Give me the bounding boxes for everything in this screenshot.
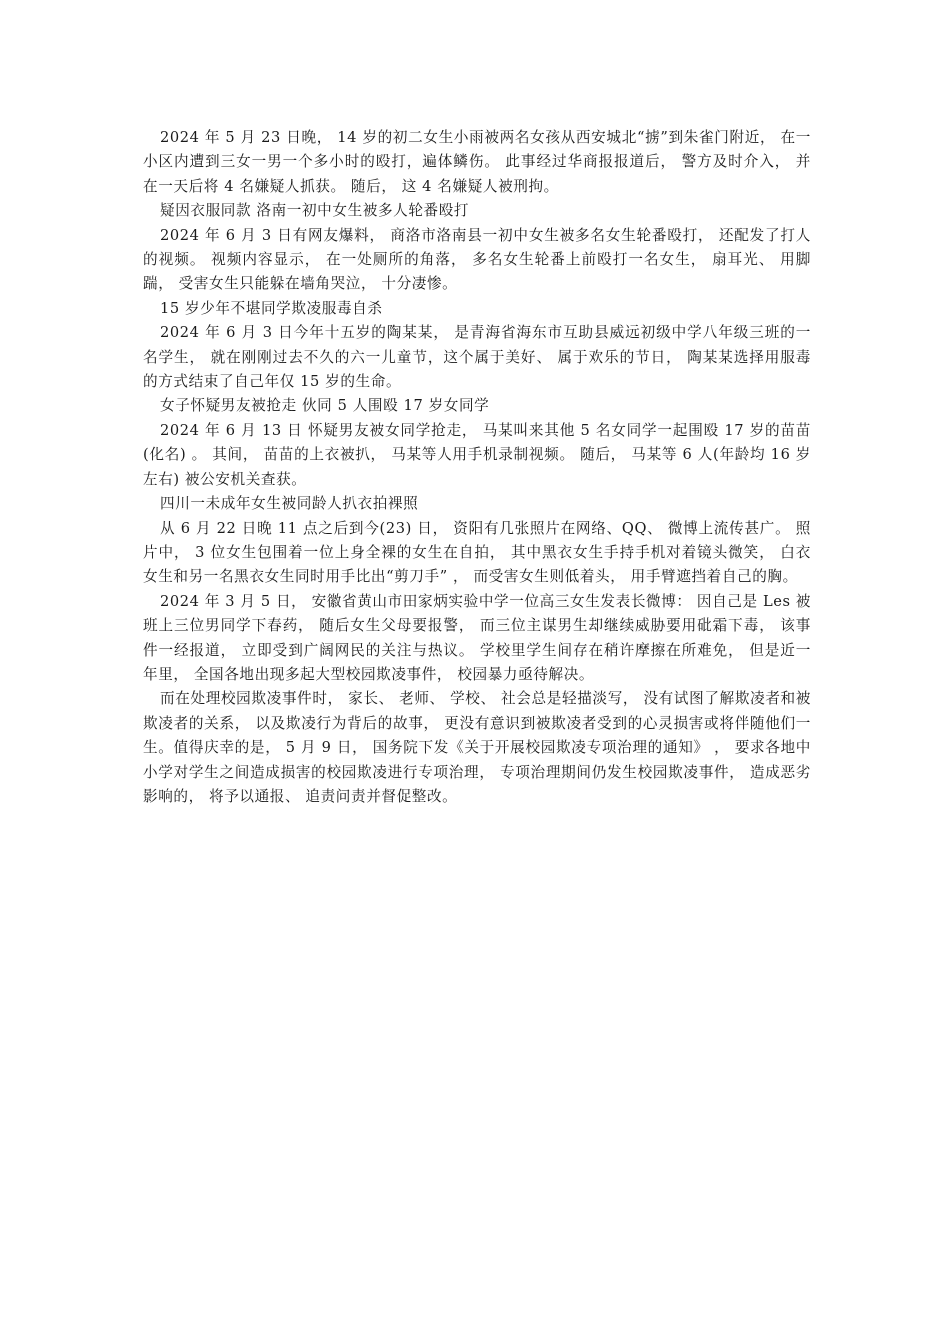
paragraph-huangshan-incident: 2024 年 3 月 5 日， 安徽省黄山市田家炳实验中学一位高三女生发表长微博： 因自己是 Les 被班上三位男同学下春药， 随后女生父母要报警， 而三位主谋男生却继续威胁要用砒霜下毒， 该事件一经报道， 立即受到广阔网民的关注与热议。 学校里学生间存在稍许摩擦在所难免， 但是近一年里， 全国各地出现多起大型校园欺凌事件， 校园暴力亟待解决。 — [143, 592, 811, 683]
subheading-poisoning: 15 岁少年不堪同学欺凌服毒自杀 — [160, 299, 383, 317]
subheading-sichuan: 四川一未成年女生被同龄人扒衣拍裸照 — [160, 495, 419, 513]
paragraph-ziyang-incident: 从 6 月 22 日晚 11 点之后到今(23) 日， 资阳有几张照片在网络、QQ、 微博上流传甚广。 照片中， 3 位女生包围着一位上身全裸的女生在自拍， 其中黑衣女生手持手机对着镜头微笑， 白衣女生和另一名黑衣女生同时用手比出“剪刀手” ， 而受害女生则低着头， 用手臂遮挡着自己的胸。 — [143, 519, 811, 586]
subheading-luonan: 疑因衣服同款 洛南一初中女生被多人轮番殴打 — [160, 202, 470, 220]
paragraph-conclusion: 而在处理校园欺凌事件时， 家长、 老师、 学校、 社会总是轻描淡写， 没有试图了解欺凌者和被欺凌者的关系， 以及欺凌行为背后的故事， 更没有意识到被欺凌者受到的心灵损害或将伴随他们一生。值得庆幸的是， 5 月 9 日， 国务院下发《关于开展校园欺凌专项治理的通知》 ， 要求各地中小学对学生之间造成损害的校园欺凌进行专项治理， 专项治理期间仍发生校园欺凌事件， 造成恶劣影响的， 将予以通报、 追责问责并督促整改。 — [143, 690, 811, 805]
paragraph-xian-incident: 2024 年 5 月 23 日晚， 14 岁的初二女生小雨被两名女孩从西安城北“掳”到朱雀门附近， 在一小区内遭到三女一男一个多小时的殴打，遍体鳞伤。 此事经过华商报报道后， 警方及时介入， 并在一天后将 4 名嫌疑人抓获。 随后， 这 4 名嫌疑人被刑拘。 — [143, 129, 811, 195]
document-body — [143, 126, 811, 809]
paragraph-qinghai-incident: 2024 年 6 月 3 日今年十五岁的陶某某， 是青海省海东市互助县威远初级中学八年级三班的一名学生， 就在刚刚过去不久的六一儿童节，这个属于美好、 属于欢乐的节日， 陶某某选择用服毒的方式结束了自己年仅 15 岁的生命。 — [143, 324, 811, 391]
paragraph-luonan-incident: 2024 年 6 月 3 日有网友爆料， 商洛市洛南县一初中女生被多名女生轮番殴打， 还配发了打人的视频。 视频内容显示， 在一处厕所的角落， 多名女生轮番上前殴打一名女生， 扇耳光、 用脚踹， 受害女生只能躲在墙角哭泣， 十分凄惨。 — [143, 226, 811, 293]
paragraph-group-assault-incident: 2024 年 6 月 13 日 怀疑男友被女同学抢走， 马某叫来其他 5 名女同学一起围殴 17 岁的苗苗(化名) 。 其间， 苗苗的上衣被扒， 马某等人用手机录制视频。 随后， 马某等 6 人(年龄均 16 岁左右) 被公安机关查获。 — [143, 421, 811, 488]
subheading-group-assault: 女子怀疑男友被抢走 伙同 5 人围殴 17 岁女同学 — [160, 397, 490, 415]
